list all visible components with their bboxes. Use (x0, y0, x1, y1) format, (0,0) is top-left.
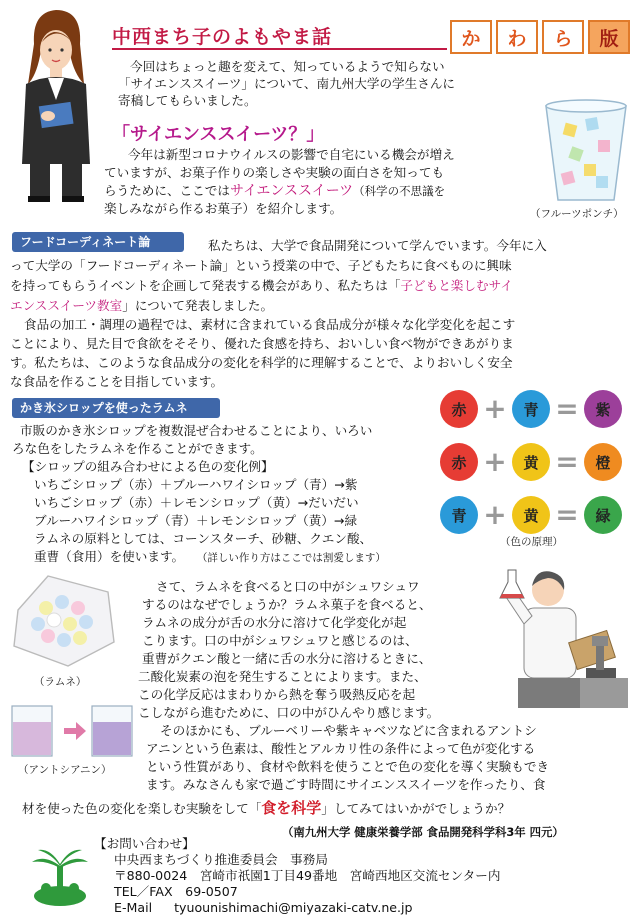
scientist-illustration (488, 564, 636, 714)
section3-line-10: アニンという色素は、酸性とアルカリ性の条件によって色が変化する (146, 741, 536, 756)
anthocyanin-illustration (6, 700, 136, 760)
fruit-punch-illustration (540, 92, 632, 206)
section2-line-2: ろな色をしたラムネを作ることができます。 (12, 441, 263, 456)
author-credit: （南九州大学 健康栄養学部 食品開発科学科3年 四元） (282, 825, 564, 839)
badge-ra: ら (542, 20, 584, 54)
intro-line-3: 寄稿してもらいました。 (118, 93, 257, 108)
section2-line-3: 【シロップの組み合わせによる色の変化例】 (22, 459, 274, 474)
section3-text: 」してみてはいかがでしょうか？ (321, 801, 511, 816)
section3-line-9: そのほかにも、ブルーベリーや紫キャベツなどに含まれるアントシ (160, 723, 537, 738)
intro-line-2: 「サイエンススイーツ」について、南九州大学の学生さんに (118, 76, 456, 91)
caption-fruit-punch: （フルーツポンチ） (530, 208, 624, 220)
para1-line-3 (104, 182, 445, 200)
section3-line-7: この化学反応はまわりから熱を奪う吸熱反応を起 (138, 687, 416, 702)
circle-yellow: 黄 (512, 496, 550, 534)
kawaraban-badges (450, 20, 630, 54)
section3-line-6: 二酸化炭素の泡を発生することによります。また、 (138, 669, 427, 684)
color-row-3 (440, 496, 622, 534)
circle-red: 赤 (440, 390, 478, 428)
shoku-wo-kagaku-highlight: 食を科学 (261, 799, 322, 817)
palm-tree-logo (30, 848, 90, 908)
badge-ka: か (450, 20, 492, 54)
intro-line-1: 今回はちょっと趣を変えて、知っているようで知らない (130, 59, 445, 74)
plus-sign: + (483, 498, 507, 531)
contact-address: 〒880-0024 宮崎市祇園1丁目49番地 宮崎西地区交流センター内 (114, 868, 501, 883)
section2-line-6: ブルーハワイシロップ（青）＋レモンシロップ（黄）→緑 (34, 513, 358, 528)
section3-line-2: するのはなぜでしょうか？ラムネ菓子を食べると、 (142, 597, 432, 612)
para1-note: （科学の不思議を (353, 184, 446, 198)
para1-line-1: 今年は新型コロナウイルスの影響で自宅にいる機会が増え (128, 147, 455, 162)
section1-line-2: って大学の「フードコーディネート論」という授業の中で、子どもたちに食べものに興味 (10, 258, 512, 273)
color-row-2 (440, 443, 622, 481)
section3-line-4: こります。口の中がシュワシュワと感じるのは、 (142, 633, 418, 648)
circle-purple: 紫 (584, 390, 622, 428)
section1-line-6: ことにより、見た目で食欲をそそり、優れた食感を持ち、おいしい食べ物ができあがりま (10, 336, 514, 351)
para1-line-2: ていますが、お菓子作りの楽しさや実験の面白さを知っても (104, 165, 445, 180)
caption-color-principle: （色の原理） (500, 536, 563, 548)
section2-line-4: いちごシロップ（赤）＋ブルーハワイシロップ（青）→紫 (34, 477, 358, 492)
badge-ban: 版 (588, 20, 630, 54)
email-label: E-Mail (114, 900, 153, 915)
circle-red: 赤 (440, 443, 478, 481)
color-principle-diagram (440, 390, 622, 534)
section1-line-4 (10, 297, 273, 314)
section1-line-8: な食品を作ることを目指しています。 (10, 374, 224, 389)
equals-sign: = (555, 445, 579, 478)
section3-line-5: 重曹がクエン酸と一緒に舌の水分に溶けるときに、 (142, 651, 432, 666)
contact-heading: 【お問い合わせ】 (94, 836, 195, 851)
plus-sign: + (483, 445, 507, 478)
circle-blue: 青 (512, 390, 550, 428)
title-underline (112, 48, 447, 50)
para1-text: らうために、ここでは (104, 183, 230, 198)
section-header-food-coordinate: フードコーディネート論 (12, 232, 184, 252)
section3-line-13 (22, 800, 510, 817)
science-class-highlight-2: エンススイーツ教室 (10, 298, 123, 313)
section1-text: 」について発表しました。 (122, 298, 274, 313)
section1-line-3 (10, 277, 513, 294)
page-title: 中西まち子のよもやま話 (112, 26, 333, 48)
para1-line-4: 楽しみながら作るお菓子）を紹介します。 (104, 201, 343, 216)
science-sweets-highlight: サイエンススイーツ (229, 183, 354, 199)
woman-illustration (4, 4, 106, 204)
caption-ramune: （ラムネ） (34, 676, 87, 688)
equals-sign: = (555, 392, 579, 425)
color-row-1 (440, 390, 622, 428)
ramune-illustration (8, 570, 120, 670)
subtitle: 「サイエンススイーツ？」 (112, 124, 325, 145)
section3-line-1: さて、ラムネを食べると口の中がシュワシュワ (156, 579, 420, 594)
arrow-right-icon (64, 722, 86, 740)
section3-line-12: ます。みなさんも家で過ごす時間にサイエンススイーツを作ったり、食 (146, 777, 546, 792)
section3-line-11: という性質があり、食材や飲料を使うことで色の変化を導く実験もでき (146, 759, 549, 774)
circle-orange: 橙 (584, 443, 622, 481)
section3-line-3: ラムネの成分が舌の水分に溶けて化学変化が起 (142, 615, 407, 630)
section1-text: を持ってもらうイベントを企画して発表する機会があり、私たちは「 (10, 278, 401, 293)
section-header-ramune: かき氷シロップを使ったラムネ (12, 398, 220, 418)
section2-line-1: 市販のかき氷シロップを複数混ぜ合わせることにより、いろい (20, 423, 373, 438)
section2-line-7: ラムネの原料としては、コーンスターチ、砂糖、クエン酸、 (34, 531, 373, 546)
section1-line-7: す。私たちは、このような食品成分の変化を科学的に理解することで、よりおいしく安全 (10, 355, 513, 370)
contact-tel-fax: TEL／FAX 69-0507 (114, 884, 238, 899)
equals-sign: = (555, 498, 579, 531)
email-link[interactable]: tyuounishimachi@miyazaki‐catv.ne.jp (174, 900, 413, 915)
badge-wa: わ (496, 20, 538, 54)
section2-line-8 (34, 548, 386, 567)
plus-sign: + (483, 392, 507, 425)
section1-line-5: 食品の加工・調理の過程では、素材に含まれている食品成分が様々な化学変化を起こす (24, 317, 516, 332)
science-class-highlight-1: 子どもと楽しむサイ (400, 278, 513, 293)
section2-text: 重曹（食用）を使います。 (34, 549, 185, 564)
section3-text: 材を使った色の変化を楽しむ実験をして「 (22, 801, 262, 816)
circle-yellow: 黄 (512, 443, 550, 481)
section2-note: （詳しい作り方はここでは割愛します） (202, 552, 386, 564)
section1-line-1: 私たちは、大学で食品開発について学んでいます。今年に入 (208, 238, 547, 253)
section2-line-5: いちごシロップ（赤）＋レモンシロップ（黄）→だいだい (34, 495, 359, 510)
section3-line-8: こしながら進むために、口の中がひんやり感じます。 (138, 705, 440, 720)
circle-green: 緑 (584, 496, 622, 534)
caption-anthocyanin: （アントシアニン） (18, 764, 112, 776)
contact-email-row (114, 900, 413, 916)
contact-organization: 中央西まちづくり推進委員会 事務局 (114, 852, 328, 867)
circle-blue: 青 (440, 496, 478, 534)
